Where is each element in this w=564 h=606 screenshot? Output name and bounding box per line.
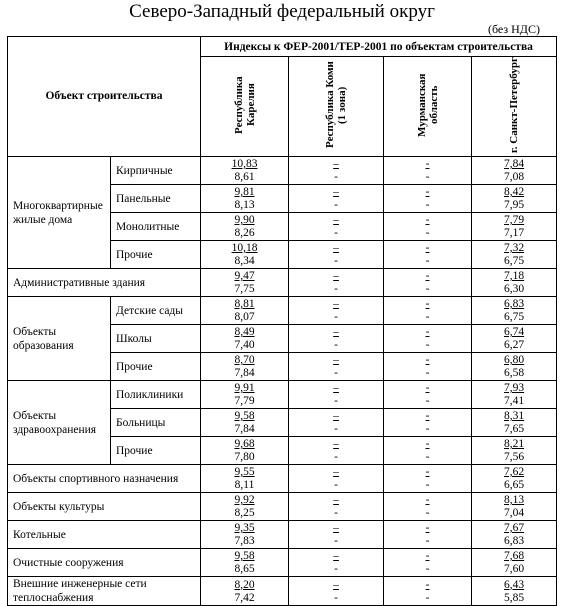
region-header: Республика Карелия [201,57,289,157]
value-top: - [425,438,430,450]
value-bottom: 8,13 [234,199,255,211]
value-top: 7,84 [503,158,525,170]
value-cell [289,381,384,409]
value-cell [201,353,289,381]
value-cell [201,493,289,521]
value-cell [384,465,472,493]
value-bottom: - [425,367,430,379]
value-cell [472,381,557,409]
value-cell [472,577,557,606]
subcategory-cell: Панельные [111,185,201,213]
region-header: Республика Коми (1 зона) [289,57,384,157]
value-bottom: - [334,199,338,211]
value-top: 7,79 [503,214,525,226]
value-cell [289,437,384,465]
value-cell [472,493,557,521]
value-top: 8,21 [503,438,525,450]
value-cell [384,493,472,521]
value-bottom: - [425,339,430,351]
value-top: - [425,494,430,506]
value-bottom: 6,75 [503,311,525,323]
value-top: 9,81 [234,186,255,198]
value-top: 7,67 [503,522,525,534]
value-cell [289,353,384,381]
value-top: 9,58 [234,550,255,562]
region-header: Мурманская область [384,57,472,157]
value-top: – [333,298,339,310]
value-bottom: - [425,171,430,183]
value-top: - [425,578,430,591]
value-cell [201,297,289,325]
value-cell [384,213,472,241]
value-cell [289,269,384,297]
subcategory-cell: Школы [111,325,201,353]
value-top: 9,58 [234,410,255,422]
value-cell [384,577,472,606]
value-bottom: 7,04 [503,507,525,519]
value-cell [472,437,557,465]
value-bottom: - [334,451,338,463]
value-bottom: - [334,255,338,267]
value-bottom: 7,83 [234,535,255,547]
value-top: 8,81 [234,298,255,310]
value-top: – [333,382,339,394]
page-title: Северо-Западный федеральный округ [129,1,435,22]
value-top: - [425,270,430,282]
value-cell [201,157,289,185]
subcategory-cell: Детские сады [111,297,201,325]
category-cell: Объекты культуры [8,493,201,521]
value-top: – [333,354,339,366]
value-cell [289,325,384,353]
value-cell [384,157,472,185]
value-cell [384,185,472,213]
value-bottom: - [334,423,338,435]
value-cell [201,409,289,437]
value-top: 6,74 [503,326,525,338]
value-bottom: 7,08 [503,171,525,183]
value-top: 9,47 [234,270,255,282]
value-bottom: - [425,479,430,491]
value-top: - [425,158,430,170]
value-bottom: - [425,591,430,604]
value-bottom: 7,41 [503,395,525,407]
value-top: - [425,550,430,562]
value-bottom: - [334,283,338,295]
value-cell [201,577,289,606]
value-bottom: 8,26 [234,227,255,239]
value-top: 8,42 [503,186,525,198]
table-row [8,549,557,577]
value-bottom: - [425,283,430,295]
value-bottom: 7,60 [503,563,525,575]
value-top: - [425,186,430,198]
value-cell [384,269,472,297]
value-bottom: 8,07 [234,311,255,323]
value-top: 10,18 [231,242,258,254]
table-row [8,521,557,549]
indices-table [7,36,557,606]
value-cell [201,213,289,241]
value-bottom: - [334,535,338,547]
value-top: 9,90 [234,214,255,226]
value-bottom: - [425,227,430,239]
table-row [8,269,557,297]
subcategory-cell: Прочие [111,437,201,465]
value-bottom: - [425,563,430,575]
value-cell [472,549,557,577]
value-top: 8,13 [503,494,525,506]
category-cell: Котельные [8,521,201,549]
value-top: - [425,382,430,394]
value-cell [472,157,557,185]
value-bottom: 7,80 [234,451,255,463]
value-bottom: 6,65 [503,479,525,491]
subcategory-cell: Прочие [111,241,201,269]
value-bottom: 7,56 [503,451,525,463]
value-cell [289,213,384,241]
category-cell: Объекты образования [8,297,111,381]
value-top: – [333,550,339,562]
vat-note: (без НДС) [487,22,540,36]
value-bottom: 7,75 [234,283,255,295]
value-cell [472,465,557,493]
value-cell [201,381,289,409]
value-top: – [333,466,339,478]
value-cell [289,297,384,325]
category-cell: Объекты здравоохранения [8,381,111,465]
value-cell [201,521,289,549]
category-cell: Очистные сооружения [8,549,201,577]
value-bottom: - [425,255,430,267]
region-header: г. Санкт-Петербург [472,57,557,157]
value-bottom: 7,79 [234,395,255,407]
value-bottom: 6,75 [503,255,525,267]
value-bottom: - [425,199,430,211]
value-bottom: - [425,311,430,323]
value-cell [472,409,557,437]
value-bottom: 6,30 [503,283,525,295]
value-bottom: 8,61 [234,171,255,183]
value-cell [289,241,384,269]
value-bottom: 8,11 [234,479,255,491]
table-row [8,297,557,325]
value-bottom: - [334,395,338,407]
value-bottom: - [334,563,338,575]
value-top: – [333,186,339,198]
value-top: – [333,326,339,338]
value-bottom: - [425,395,430,407]
value-cell [289,465,384,493]
value-top: 7,62 [503,466,525,478]
value-bottom: 8,34 [234,255,255,267]
value-bottom: 7,84 [234,423,255,435]
value-top: - [425,242,430,254]
value-bottom: 7,42 [234,591,255,604]
value-top: – [333,242,339,254]
value-cell [384,381,472,409]
category-cell: Административные здания [8,269,201,297]
value-top: 7,32 [503,242,525,254]
value-top: – [333,494,339,506]
value-top: 6,43 [503,578,525,591]
value-top: - [425,354,430,366]
value-bottom: 7,40 [234,339,255,351]
value-bottom: - [334,227,338,239]
value-cell [384,325,472,353]
value-cell [472,325,557,353]
value-top: - [425,214,430,226]
value-cell [472,241,557,269]
value-cell [289,409,384,437]
value-bottom: 6,83 [503,535,525,547]
value-cell [289,521,384,549]
table-row [8,577,557,606]
table-row [8,157,557,185]
value-cell [289,185,384,213]
value-top: 9,35 [234,522,255,534]
value-top: 6,80 [503,354,525,366]
value-cell [289,549,384,577]
value-cell [472,185,557,213]
value-cell [472,213,557,241]
value-top: 8,49 [234,326,255,338]
value-cell [384,241,472,269]
value-bottom: - [334,311,338,323]
value-cell [384,353,472,381]
value-bottom: 8,25 [234,507,255,519]
subcategory-cell: Больницы [111,409,201,437]
value-bottom: - [425,535,430,547]
value-bottom: - [425,507,430,519]
value-cell [472,297,557,325]
value-cell [201,185,289,213]
value-cell [201,465,289,493]
indices-header: Индексы к ФЕР-2001/ТЕР-2001 по объектам строительства [201,37,557,57]
category-cell: Многоквартирные жилые дома [8,157,111,269]
value-top: – [333,410,339,422]
table-body [8,157,557,606]
value-cell [289,157,384,185]
value-bottom: - [334,171,338,183]
value-top: 8,70 [234,354,255,366]
value-top: - [425,522,430,534]
value-cell [384,297,472,325]
value-cell [289,577,384,606]
value-top: 8,20 [234,578,255,591]
value-top: 10,83 [231,158,258,170]
value-top: - [425,466,430,478]
value-bottom: 5,85 [503,591,525,604]
value-top: – [333,214,339,226]
value-top: – [333,158,339,170]
value-bottom: 7,84 [234,367,255,379]
subcategory-cell: Поликлиники [111,381,201,409]
value-top: - [425,298,430,310]
value-bottom: - [334,591,338,604]
value-bottom: - [334,479,338,491]
value-cell [472,521,557,549]
value-bottom: - [334,367,338,379]
value-top: – [333,578,339,591]
value-top: - [425,326,430,338]
value-bottom: - [425,451,430,463]
value-bottom: 7,17 [503,227,525,239]
value-bottom: 8,65 [234,563,255,575]
category-cell: Внешние инженерные сети теплоснабжения [8,577,201,606]
value-cell [472,269,557,297]
value-cell [384,409,472,437]
value-top: – [333,270,339,282]
value-bottom: 7,95 [503,199,525,211]
object-column-header: Объект строительства [8,37,201,157]
value-top: – [333,522,339,534]
value-top: 9,55 [234,466,255,478]
subcategory-cell: Кирпичные [111,157,201,185]
value-top: 6,83 [503,298,525,310]
value-cell [384,521,472,549]
value-top: - [425,410,430,422]
subcategory-cell: Прочие [111,353,201,381]
value-top: 7,68 [503,550,525,562]
value-cell [201,549,289,577]
value-cell [201,437,289,465]
value-cell [472,353,557,381]
value-top: 7,18 [503,270,525,282]
value-cell [201,269,289,297]
value-cell [201,241,289,269]
value-bottom: - [334,507,338,519]
value-top: 7,93 [503,382,525,394]
table-row [8,493,557,521]
value-bottom: 6,58 [503,367,525,379]
subcategory-cell: Монолитные [111,213,201,241]
table-row [8,381,557,409]
value-cell [384,549,472,577]
value-bottom: 6,27 [503,339,525,351]
value-bottom: - [425,423,430,435]
value-top: 9,91 [234,382,255,394]
value-top: – [333,438,339,450]
value-bottom: - [334,339,338,351]
value-cell [289,493,384,521]
value-top: 9,68 [234,438,255,450]
category-cell: Объекты спортивного назначения [8,465,201,493]
value-top: 9,92 [234,494,255,506]
value-bottom: 7,65 [503,423,525,435]
value-cell [384,437,472,465]
value-top: 8,31 [503,410,525,422]
table-row [8,465,557,493]
value-cell [201,325,289,353]
